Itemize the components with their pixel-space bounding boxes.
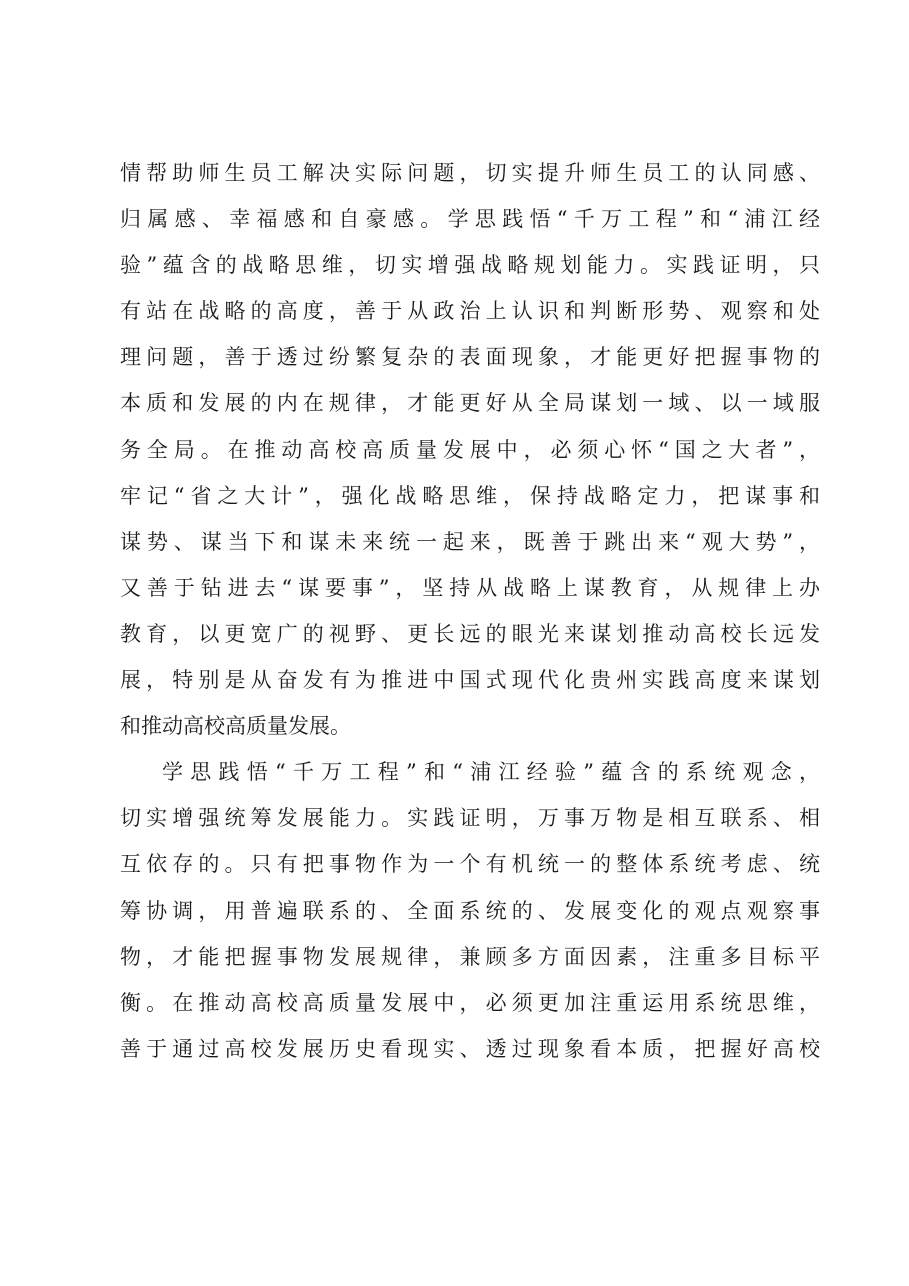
text-line: 情帮助师生员工解决实际问题，切实提升师生员工的认同感、	[120, 161, 820, 185]
text-line: 学思践悟“千万工程”和“浦江经验”蕴含的系统观念，	[162, 760, 820, 785]
text-line: 衡。在推动高校高质量发展中，必须更加注重运用系统思维，	[120, 990, 820, 1015]
text-line: 又善于钻进去“谋要事”，坚持从战略上谋教育，从规律上办	[120, 575, 820, 600]
text-line: 和推动高校高质量发展。	[120, 714, 351, 739]
text-line: 本质和发展的内在规律，才能更好从全局谋划一域、以一域服	[120, 391, 820, 416]
body-text	[120, 150, 820, 1072]
text-line: 筹协调，用普遍联系的、全面系统的、发展变化的观点观察事	[120, 898, 820, 923]
text-line: 互依存的。只有把事物作为一个有机统一的整体系统考虑、统	[120, 852, 820, 877]
text-line: 有站在战略的高度，善于从政治上认识和判断形势、观察和处	[120, 299, 820, 324]
text-line: 谋势、谋当下和谋未来统一起来，既善于跳出来“观大势”，	[120, 529, 820, 554]
text-line: 展，特别是从奋发有为推进中国式现代化贵州实践高度来谋划	[120, 668, 820, 693]
text-line: 理问题，善于透过纷繁复杂的表面现象，才能更好把握事物的	[120, 345, 820, 370]
text-line: 务全局。在推动高校高质量发展中，必须心怀“国之大者”，	[120, 437, 820, 462]
text-line: 物，才能把握事物发展规律，兼顾多方面因素，注重多目标平	[120, 944, 820, 969]
text-line: 牢记“省之大计”，强化战略思维，保持战略定力，把谋事和	[120, 483, 820, 508]
text-line: 善于通过高校发展历史看现实、透过现象看本质，把握好高校	[120, 1036, 820, 1061]
text-line: 教育，以更宽广的视野、更长远的眼光来谋划推动高校长远发	[120, 621, 820, 646]
text-line: 验”蕴含的战略思维，切实增强战略规划能力。实践证明，只	[120, 253, 820, 278]
text-line: 归属感、幸福感和自豪感。学思践悟“千万工程”和“浦江经	[120, 207, 820, 232]
text-line: 切实增强统筹发展能力。实践证明，万事万物是相互联系、相	[120, 806, 820, 831]
